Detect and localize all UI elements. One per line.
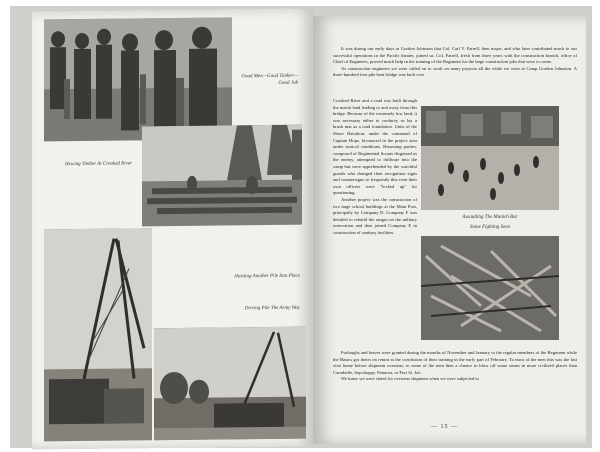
caption-hewing: Hewing Timber At Crooked River [65,161,132,168]
caption-good-men: Good Men—Good Timber—Good Job [241,73,298,86]
left-page [32,9,313,450]
paragraph-top-text: It was during our early days at Gordon Johnston that Col. Carl Y. Farrell, then major, and who later contributed much to our successful operations in the Pacific theater, joined us. Col. Farrell, fresh from three years with the construction branch, office of Chief of Engineers, proved much help in the training of the Regiment for the large construction jobs that were to come. [333,46,577,65]
paragraph-top [333,46,577,79]
paragraph-mid-text: As construction engineers we were called on to work on many projects all the while we were at Camp Gordon Johnston. A three-hundred foot pile bent bridge was built over [333,65,577,78]
caption-assaulting: Assaulting The Munich Bar [462,215,518,220]
paragraph-narrow2-text: Another project was the construction of two huge school buildings at the Main Post, principally by Company D. Company F was detailed to rebuild the ranges on the military reservation and then joined Company E in construction of sanitary facilities. [333,196,417,235]
paragraph-narrow [333,98,417,236]
paragraph-bottom-text: Furloughs and leaves were granted during the months of November and January to the regular members of the Regiment while the Basics got theirs on return at the conclusion of their training in the early part of February. To most of the men this was the last visit home before shipment overseas; to some of the men then a chance to blow off some steam in more civilized places than Carrabelle, Sopchoppy, Panacea, or Port St. Joe. [333,350,577,375]
caption-hoisting: Hoisting Another Pile Into Place [234,273,300,280]
paragraph-narrow-text: Crooked River and a road was built through the marsh land leading to and away from this bridge. Because of the extremely low land, it was necessary either to corduroy or lay a brush mat as a road foundation. Units of the Shore Battalion, under the command of Captain Hope, bivouaced in the project area under tactical conditions. Harassing parties, composed of Regimental Scouts disguised as the enemy, attempted to infiltrate into the camp but were apprehended by the watchful guards who changed their recognition signs and countersigns so frequently this even their own officers were "locked up" for questioning. [333,98,417,196]
right-page [313,16,586,444]
photo-hewing-timber [142,125,302,227]
photo-driving-pile [154,327,306,441]
caption-driving: Driving Pile The Army Way [244,305,300,312]
page-number: — 15 — [431,424,458,430]
paragraph-last-text: We knew we were slated for overseas shipment when we were subjected to [341,376,479,382]
paragraph-bottom [333,350,577,383]
caption-some-fighting: Some Fighting Seen [470,225,510,230]
photo-log-pile [421,236,559,340]
photo-assaulting [421,106,559,210]
open-book [10,6,592,448]
photo-pile-driver [44,228,152,441]
photo-soldiers [44,17,232,141]
